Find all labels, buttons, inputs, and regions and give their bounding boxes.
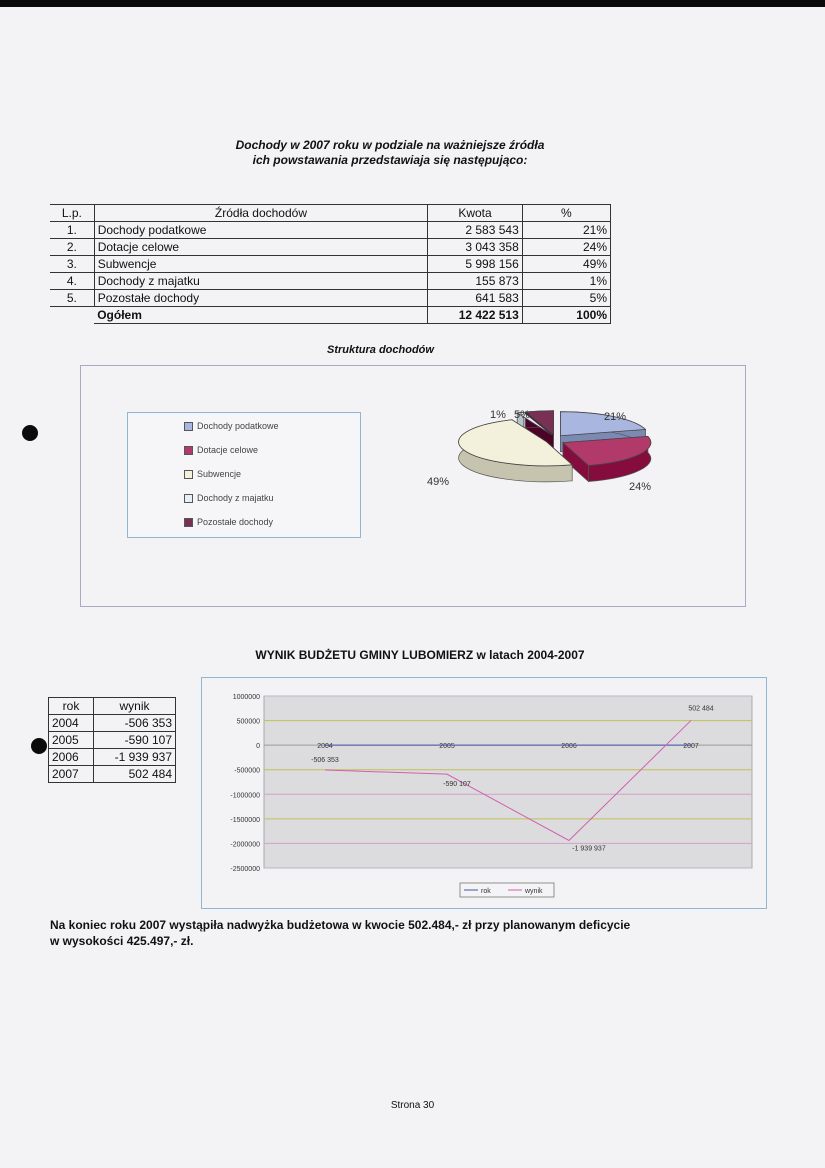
plot-area	[264, 696, 752, 868]
y-tick-label: 500000	[236, 718, 260, 726]
heading-line-1: Dochody w 2007 roku w podziale na ważniejsze źródła	[235, 138, 545, 152]
income-percent: 5%	[522, 290, 610, 307]
table-row	[50, 222, 611, 239]
table-row	[50, 290, 611, 307]
legend-label: Pozostałe dochody	[197, 517, 274, 527]
y-tick-label: -2500000	[230, 866, 260, 873]
total-percent: 100%	[522, 307, 610, 324]
pie-data-label: 24%	[628, 481, 652, 493]
income-amount: 2 583 543	[428, 222, 523, 239]
y-tick-label: 1000000	[232, 694, 260, 701]
income-source: Subwencje	[94, 256, 428, 273]
result-table-header	[49, 698, 176, 715]
table-row	[49, 732, 176, 749]
point-label: 502 484	[688, 705, 714, 713]
column-header: wynik	[94, 698, 176, 715]
row-number: 1.	[50, 222, 94, 239]
table-row	[50, 273, 611, 290]
x-tick-label: 2006	[561, 743, 577, 751]
income-source: Pozostałe dochody	[94, 290, 428, 307]
result-value: -590 107	[94, 732, 176, 749]
summary-line-1: Na koniec roku 2007 wystąpiła nadwyżka budżetowa w kwocie 502.484,- zł przy planowanym deficycie	[50, 918, 631, 932]
result-year: 2005	[49, 732, 94, 749]
total-amount: 12 422 513	[428, 307, 523, 324]
line-chart	[202, 678, 764, 906]
income-table	[50, 204, 611, 324]
summary-text	[50, 917, 750, 949]
income-source: Dochody z majatku	[94, 273, 428, 290]
income-percent: 49%	[522, 256, 610, 273]
pie-data-label: 21%	[603, 411, 627, 423]
income-amount: 641 583	[428, 290, 523, 307]
pie-legend	[127, 412, 361, 538]
income-table-header	[50, 205, 611, 222]
table-row	[49, 766, 176, 783]
row-number: 2.	[50, 239, 94, 256]
y-tick-label: -1000000	[230, 792, 260, 800]
table-row	[50, 239, 611, 256]
pie-data-label: 1%	[490, 409, 506, 421]
legend-swatch	[184, 494, 193, 503]
column-header: rok	[49, 698, 94, 715]
y-tick-label: 0	[256, 743, 260, 751]
punch-hole	[31, 738, 47, 754]
row-number: 3.	[50, 256, 94, 273]
point-label: -590 107	[443, 781, 471, 789]
column-header: L.p.	[50, 205, 94, 222]
summary-line-2: w wysokości 425.497,- zł.	[50, 934, 194, 948]
point-label: -506 353	[311, 757, 339, 765]
legend-label: rok	[481, 888, 491, 895]
legend-swatch	[184, 422, 193, 431]
page-top-edge	[0, 0, 825, 7]
table-row	[49, 715, 176, 732]
y-tick-label: -1500000	[230, 816, 260, 824]
result-year: 2006	[49, 749, 94, 766]
row-number: 5.	[50, 290, 94, 307]
legend-swatch	[184, 446, 193, 455]
legend-item	[184, 421, 279, 431]
legend-label: Dotacje celowe	[197, 445, 259, 455]
result-value: -1 939 937	[94, 749, 176, 766]
legend-label: wynik	[525, 888, 543, 895]
result-value: 502 484	[94, 766, 176, 783]
legend-item	[184, 445, 258, 455]
pie-chart-title: Struktura dochodów	[327, 344, 434, 356]
income-amount: 3 043 358	[428, 239, 523, 256]
column-header: Kwota	[428, 205, 523, 222]
pie-data-label: 49%	[426, 476, 450, 488]
table-row	[50, 256, 611, 273]
column-header: %	[522, 205, 610, 222]
legend-label: Dochody podatkowe	[197, 421, 279, 431]
total-row	[50, 307, 611, 324]
pie-data-label: 5%	[514, 409, 530, 421]
total-label: Ogółem	[94, 307, 428, 324]
income-amount: 155 873	[428, 273, 523, 290]
point-label: -1 939 937	[572, 845, 606, 853]
legend-label: Dochody z majatku	[197, 493, 274, 503]
income-percent: 21%	[522, 222, 610, 239]
column-header: Źródła dochodów	[94, 205, 428, 222]
total-spacer	[50, 307, 94, 324]
x-tick-label: 2007	[683, 743, 699, 751]
legend-item	[184, 469, 241, 479]
page-heading	[120, 138, 660, 168]
legend-swatch	[184, 470, 193, 479]
y-tick-label: -2000000	[230, 841, 260, 849]
punch-hole	[22, 425, 38, 441]
legend-label: Subwencje	[197, 469, 242, 479]
budget-title: WYNIK BUDŻETU GMINY LUBOMIERZ w latach 2004-2007	[255, 648, 585, 662]
heading-line-2: ich powstawania przedstawiaja się następująco:	[252, 153, 528, 167]
legend-swatch	[184, 518, 193, 527]
x-tick-label: 2005	[439, 743, 455, 751]
legend-item	[184, 493, 274, 503]
result-table	[48, 697, 176, 783]
pie-chart	[410, 400, 690, 510]
income-source: Dotacje celowe	[94, 239, 428, 256]
income-percent: 1%	[522, 273, 610, 290]
income-percent: 24%	[522, 239, 610, 256]
page-number: Strona 30	[390, 1100, 435, 1111]
result-year: 2007	[49, 766, 94, 783]
income-source: Dochody podatkowe	[94, 222, 428, 239]
row-number: 4.	[50, 273, 94, 290]
result-year: 2004	[49, 715, 94, 732]
y-tick-label: -500000	[234, 767, 260, 775]
result-value: -506 353	[94, 715, 176, 732]
table-row	[49, 749, 176, 766]
income-amount: 5 998 156	[428, 256, 523, 273]
x-tick-label: 2004	[317, 743, 333, 751]
legend-item	[184, 517, 273, 527]
